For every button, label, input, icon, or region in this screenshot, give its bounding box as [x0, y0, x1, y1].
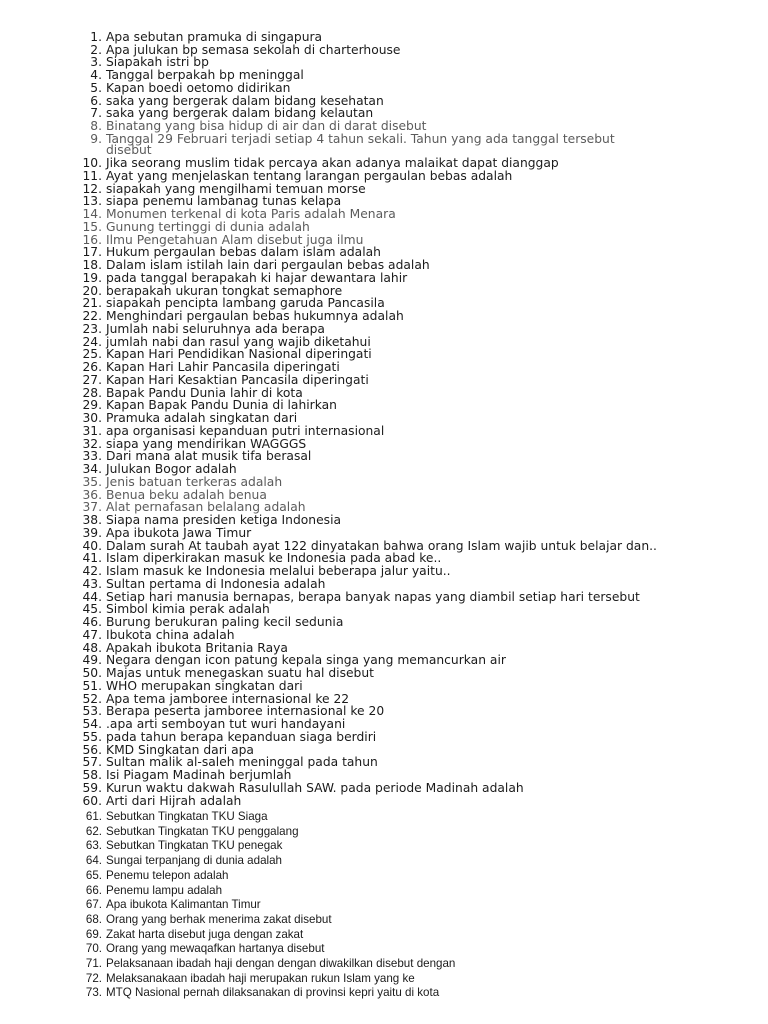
item-number: 27. [82, 372, 102, 387]
item-text: Setiap hari manusia bernapas, berapa banyak napas yang diambil setiap hari tersebut [106, 589, 640, 604]
item-number: 46. [82, 615, 102, 629]
item-number: 69. [85, 927, 102, 941]
item-text: Tanggal 29 Februari terjadi setiap 4 tahun sekali. Tahun yang ada tanggal tersebut [106, 131, 615, 146]
item-text: Gunung tertinggi di dunia adalah [106, 219, 310, 234]
item-text: Dalam islam istilah lain dari pergaulan bebas adalah [106, 258, 430, 272]
item-text: Kurun waktu dakwah Rasulullah SAW. pada periode Madinah adalah [106, 780, 524, 795]
item-text: Isi Piagam Madinah berjumlah [106, 768, 292, 782]
item-text: Sebutkan Tingkatan TKU Siaga [106, 810, 268, 823]
item-number: 71. [85, 957, 102, 970]
item-text: siapakah pencipta lambang garuda Pancasila [106, 296, 385, 311]
item-number: 73. [85, 986, 102, 1000]
item-text: siapakah yang mengilhami temuan morse [106, 181, 366, 196]
item-number: 50. [82, 666, 102, 680]
item-number: 65. [85, 868, 102, 882]
item-number: 35. [82, 474, 102, 489]
item-number: 43. [82, 576, 102, 591]
item-text: Sebutkan Tingkatan TKU penggalang [106, 824, 299, 838]
item-number: 11. [82, 168, 102, 183]
item-number: 58. [82, 768, 102, 782]
item-number: 5. [90, 80, 102, 95]
item-text: Ayat yang menjelaskan tentang larangan pergaulan bebas adalah [106, 168, 513, 183]
item-text: Penemu telepon adalah [106, 868, 229, 882]
item-number: 32. [82, 436, 102, 451]
item-text: Siapa nama presiden ketiga Indonesia [106, 513, 342, 527]
item-number: 3. [90, 55, 102, 70]
item-number: 16. [82, 232, 102, 247]
item-text: berapakah ukuran tongkat semaphore [106, 283, 343, 298]
item-number: 39. [82, 525, 102, 540]
item-text: Zakat harta disebut juga dengan zakat [106, 927, 304, 941]
item-text: Orang yang berhak menerima zakat disebut [106, 912, 332, 926]
item-number: 4. [90, 68, 102, 83]
item-number: 70. [85, 942, 102, 956]
item-text: Apa tema jamboree internasional ke 22 [106, 691, 350, 706]
item-number: 17. [82, 245, 102, 260]
item-number: 8. [90, 118, 102, 133]
item-number: 21. [82, 296, 102, 311]
item-text: Orang yang mewaqafkan hartanya disebut [106, 942, 325, 956]
list-item [72, 957, 762, 971]
item-number: 19. [82, 270, 102, 285]
item-number: 49. [82, 653, 102, 668]
item-number: 14. [82, 207, 102, 221]
list-item [72, 132, 762, 146]
item-number: 33. [82, 449, 102, 464]
item-number: 66. [85, 883, 102, 897]
item-number: 60. [82, 793, 102, 808]
item-text: jumlah nabi dan rasul yang wajib diketahui [106, 334, 371, 349]
item-text: saka yang bergerak dalam bidang kesehatan [106, 93, 384, 108]
item-number: 38. [82, 513, 102, 527]
item-text: Julukan Bogor adalah [106, 462, 237, 476]
item-number: 72. [85, 971, 102, 985]
item-text: pada tahun berapa kepanduan siaga berdiri [106, 729, 377, 744]
item-text: Burung berukuran paling kecil sedunia [106, 615, 344, 629]
item-text: Jika seorang muslim tidak percaya akan adanya malaikat dapat dianggap [106, 156, 559, 170]
item-text: Pramuka adalah singkatan dari [106, 411, 298, 425]
item-text: Dari mana alat musik tifa berasal [106, 449, 312, 464]
item-number: 13. [82, 194, 102, 209]
item-text: Jumlah nabi seluruhnya ada berapa [106, 321, 325, 336]
item-number: 61. [85, 810, 102, 823]
item-number: 48. [82, 640, 102, 655]
item-number: 51. [82, 678, 102, 693]
item-number: 29. [82, 398, 102, 413]
item-number: 9. [90, 131, 102, 146]
item-text: Jenis batuan terkeras adalah [106, 474, 283, 489]
item-number: 54. [82, 717, 102, 731]
item-number: 40. [82, 538, 102, 553]
list-item [72, 810, 762, 824]
list-item [72, 794, 762, 808]
item-number: 7. [90, 106, 102, 121]
item-text: Apa sebutan pramuka di singapura [106, 30, 323, 44]
item-text: Tanggal berpakah bp meninggal [106, 68, 304, 83]
item-text: Apa julukan bp semasa sekolah di charterhouse [106, 42, 401, 57]
item-number: 56. [82, 742, 102, 757]
item-text: Binatang yang bisa hidup di air dan di darat disebut [106, 118, 427, 133]
item-number: 25. [82, 347, 102, 362]
item-number: 2. [90, 42, 102, 57]
item-number: 10. [82, 156, 102, 170]
item-number: 20. [82, 283, 102, 298]
item-number: 63. [85, 839, 102, 853]
item-text: saka yang bergerak dalam bidang kelautan [106, 106, 374, 121]
item-number: 68. [85, 912, 102, 926]
list-item [72, 825, 762, 839]
item-text: Arti dari Hijrah adalah [106, 793, 242, 808]
item-text: Majas untuk menegaskan suatu hal disebut [106, 666, 374, 680]
item-text: Monumen terkenal di kota Paris adalah Menara [106, 207, 396, 221]
item-text: Menghindari pergaulan bebas hukumnya adalah [106, 309, 404, 323]
list-item [72, 986, 762, 1000]
item-text: WHO merupakan singkatan dari [106, 678, 303, 693]
item-text: apa organisasi kepanduan putri internasional [106, 423, 385, 438]
item-text: pada tanggal berapakah ki hajar dewantara lahir [106, 270, 408, 285]
item-text: .apa arti semboyan tut wuri handayani [106, 717, 346, 731]
item-text: Sultan pertama di Indonesia adalah [106, 576, 326, 591]
item-text: Pelaksanaan ibadah haji dengan dengan diwakilkan disebut dengan [106, 957, 456, 970]
list-item [72, 854, 762, 868]
item-number: 15. [82, 219, 102, 234]
item-text: Berapa peserta jamboree internasional ke 20 [106, 704, 385, 719]
item-number: 41. [82, 551, 102, 566]
item-number: 47. [82, 627, 102, 642]
list-item [72, 839, 762, 853]
item-text: Hukum pergaulan bebas dalam islam adalah [106, 245, 381, 260]
item-text: Benua beku adalah benua [106, 487, 267, 502]
item-number: 1. [90, 30, 102, 44]
item-text: MTQ Nasional pernah dilaksanakan di provinsi kepri yaitu di kota [106, 986, 440, 1000]
item-text: Sultan malik al-saleh meninggal pada tahun [106, 755, 378, 770]
item-text: Kapan Hari Lahir Pancasila diperingati [106, 360, 340, 374]
item-text: Alat pernafasan belalang adalah [106, 500, 306, 515]
list-item [72, 913, 762, 927]
item-number: 18. [82, 258, 102, 272]
item-number: 28. [82, 385, 102, 400]
item-text: Ibukota china adalah [106, 627, 235, 642]
item-text: Kapan Bapak Pandu Dunia di lahirkan [106, 398, 337, 413]
list-item [72, 869, 762, 883]
item-text: Siapakah istri bp [106, 55, 209, 70]
list-item [72, 884, 762, 898]
item-number: 34. [82, 462, 102, 476]
item-number: 59. [82, 780, 102, 795]
item-text: Ilmu Pengetahuan Alam disebut juga ilmu [106, 232, 364, 247]
item-number: 37. [82, 500, 102, 515]
item-text: Apakah ibukota Britania Raya [106, 640, 288, 655]
item-text: Simbol kimia perak adalah [106, 602, 270, 617]
list-item [72, 972, 762, 986]
item-text: Sebutkan Tingkatan TKU penegak [106, 839, 283, 853]
item-text: siapa yang mendirikan WAGGGS [106, 436, 307, 451]
item-text: Penemu lampu adalah [106, 883, 223, 897]
item-number: 44. [82, 589, 102, 604]
item-number: 64. [85, 854, 102, 868]
item-9-continuation: disebut [106, 143, 152, 158]
item-text: Kapan Hari Pendidikan Nasional diperingati [106, 347, 372, 362]
list-item [72, 928, 762, 942]
list-item [72, 898, 762, 912]
item-text: Melaksanakaan ibadah haji merupakan rukun Islam yang ke [106, 971, 415, 985]
item-number: 26. [82, 360, 102, 374]
item-number: 30. [82, 411, 102, 425]
item-number: 62. [85, 824, 102, 838]
item-number: 52. [82, 691, 102, 706]
item-number: 53. [82, 704, 102, 719]
item-text: Islam masuk ke Indonesia melalui beberapa jalur yaitu.. [106, 564, 451, 578]
item-number: 22. [82, 309, 102, 323]
item-number: 23. [82, 321, 102, 336]
item-number: 45. [82, 602, 102, 617]
item-text: siapa penemu lambanag tunas kelapa [106, 194, 342, 209]
item-number: 31. [82, 423, 102, 438]
item-number: 12. [82, 181, 102, 196]
item-text: Islam diperkirakan masuk ke Indonesia pada abad ke.. [106, 551, 442, 566]
item-number: 36. [82, 487, 102, 502]
item-number: 55. [82, 729, 102, 744]
item-text: Sungai terpanjang di dunia adalah [106, 854, 282, 868]
item-number: 42. [82, 564, 102, 578]
list-item [72, 942, 762, 956]
item-text: KMD Singkatan dari apa [106, 742, 254, 757]
item-text: Apa ibukota Jawa Timur [106, 525, 252, 540]
item-number: 24. [82, 334, 102, 349]
item-text: Bapak Pandu Dunia lahir di kota [106, 385, 303, 400]
item-text: Kapan Hari Kesaktian Pancasila diperingati [106, 372, 369, 387]
item-number: 57. [82, 755, 102, 770]
item-text: Negara dengan icon patung kepala singa yang memancurkan air [106, 653, 506, 668]
item-number: 67. [85, 898, 102, 912]
item-number: 6. [90, 93, 102, 108]
item-text: Apa ibukota Kalimantan Timur [106, 898, 261, 912]
item-text: Kapan boedi oetomo didirikan [106, 80, 291, 95]
item-text: Dalam surah At taubah ayat 122 dinyatakan bahwa orang Islam wajib untuk belajar dan.. [106, 538, 657, 553]
